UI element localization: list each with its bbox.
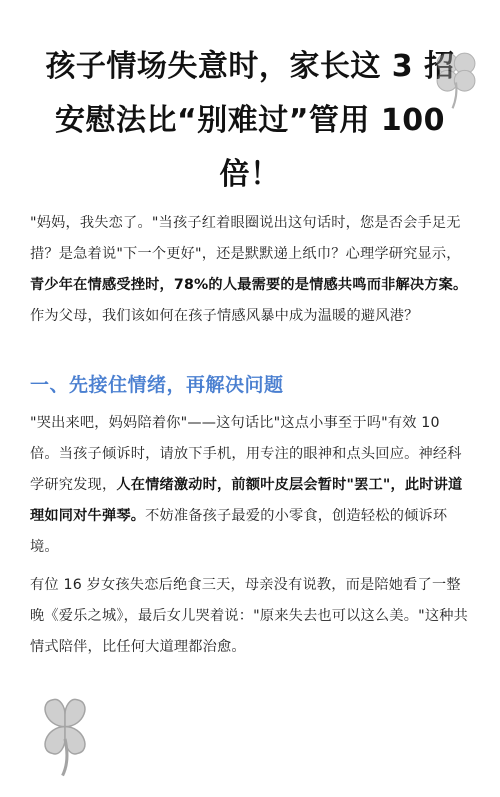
- section-paragraph: [30, 408, 470, 563]
- intro-text-2: 作为父母，我们该如何在孩子情感风暴中成为温暖的避风港？: [30, 308, 419, 324]
- intro-text-1: "妈妈，我失恋了。"当孩子红着眼圈说出这句话时，您是否会手足无措？是急着说"下一个更好"，还是默默递上纸巾？心理学研究显示，: [30, 215, 461, 262]
- section-text-1: "哭出来吧，妈妈陪着你"——这句话比"这点小事至于吗"有效 10 倍。当孩子倾诉时，请放下手机，用专注的眼神和点头回应。神经科学研究发现，: [30, 415, 462, 493]
- section-heading: 一、先接住情绪，再解决问题: [30, 374, 284, 396]
- section-text-2: 不妨准备孩子最爱的小零食，创造轻松的倾诉环境。: [30, 508, 448, 555]
- section-paragraph-2: 有位 16 岁女孩失恋后绝食三天，母亲没有说教，而是陪她看了一整晚《爱乐之城》，最后女儿哭着说："原来失去也可以这么美。"这种共情式陪伴，比任何大道理都治愈。: [30, 577, 468, 655]
- intro-paragraph: [30, 208, 470, 332]
- title-line-2: 安慰法比“别难过”管用 100: [55, 103, 445, 138]
- intro-highlight: 青少年在情感受挫时，78%的人最需要的是情感共鸣而非解决方案。: [30, 277, 468, 293]
- section-highlight: 人在情绪激动时，前额叶皮层会暂时"罢工"，此时讲道理如同对牛弹琴。: [30, 477, 463, 524]
- article-title: [20, 40, 480, 202]
- title-line-1: 孩子情场失意时，家长这 3 招: [45, 49, 455, 84]
- four-leaf-clover-icon: [28, 690, 102, 778]
- four-leaf-clover-icon: [430, 48, 482, 110]
- title-line-3: 倍！: [219, 157, 281, 192]
